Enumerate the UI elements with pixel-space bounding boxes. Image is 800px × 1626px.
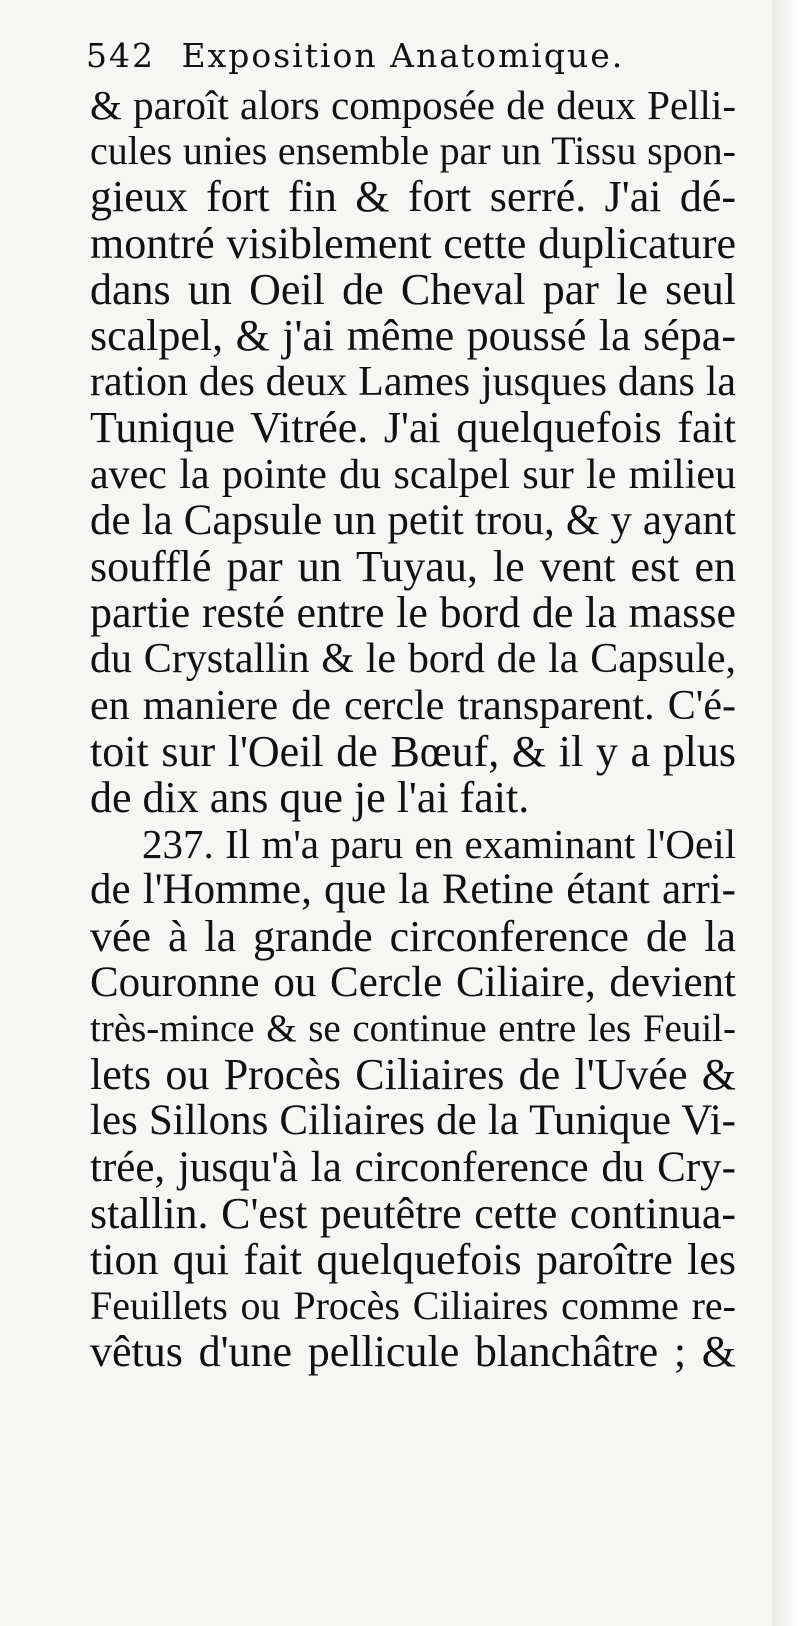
text-line: les Sillons Ciliaires de la Tunique Vi- — [90, 1097, 736, 1145]
text-line: gieux fort fin & fort serré. J'ai dé- — [90, 172, 736, 222]
text-line: Couronne ou Cercle Ciliaire, devient — [90, 958, 736, 1006]
text-line: très-mince & se continue entre les Feuil- — [90, 1007, 736, 1051]
text-line: tion qui fait quelquefois paroître les — [90, 1235, 736, 1285]
text-line: vêtus d'une pellicule blanchâtre ; & — [90, 1327, 736, 1377]
text-line: dans un Oeil de Cheval par le seul — [90, 264, 736, 314]
text-line: Feuillets ou Procès Ciliaires comme re- — [90, 1283, 736, 1329]
text-line: stallin. C'est peutêtre cette continua- — [90, 1188, 736, 1238]
text-line: lets ou Procès Ciliaires de l'Uvée & — [90, 1050, 736, 1100]
text-line: cules unies ensemble par un Tissu spon- — [90, 128, 736, 174]
paragraph-end-line: de dix ans que je l'ai fait. — [90, 773, 530, 823]
text-line: avec la pointe du scalpel sur le milieu — [90, 451, 736, 498]
running-header — [86, 36, 746, 75]
text-line: montré visiblement cette duplicature — [90, 218, 736, 268]
text-line: vée à la grande circonference de la — [90, 911, 736, 961]
body-text — [90, 82, 736, 1376]
text-line: de la Capsule un petit trou, & y ayant — [90, 496, 736, 544]
text-line: & paroît alors composée de deux Pelli- — [90, 82, 736, 128]
text-line: ration des deux Lames jusques dans la — [90, 359, 736, 406]
page-number: 542 — [86, 36, 155, 75]
text-line: partie resté entre le bord de la masse — [90, 588, 736, 638]
running-title: Exposition Anatomique. — [181, 36, 625, 75]
text-line: du Crystallin & le bord de la Capsule, — [90, 636, 736, 683]
text-line: toit sur l'Oeil de Bœuf, & il y a plus — [90, 726, 736, 776]
text-line: soufflé par un Tuyau, le vent est en — [90, 542, 736, 592]
page-edge — [772, 0, 800, 1626]
text-line: de l'Homme, que la Retine étant arri- — [90, 866, 736, 914]
text-line: Tunique Vitrée. J'ai quelquefois fait — [90, 403, 736, 453]
text-line: scalpel, & j'ai même poussé la sépa- — [90, 311, 736, 361]
paragraph-start-line: 237. Il m'a paru en examinant l'Oeil — [142, 821, 736, 868]
text-line: trée, jusqu'à la circonference du Cry- — [90, 1143, 736, 1191]
text-line: en maniere de cercle transparent. C'é- — [90, 682, 736, 729]
